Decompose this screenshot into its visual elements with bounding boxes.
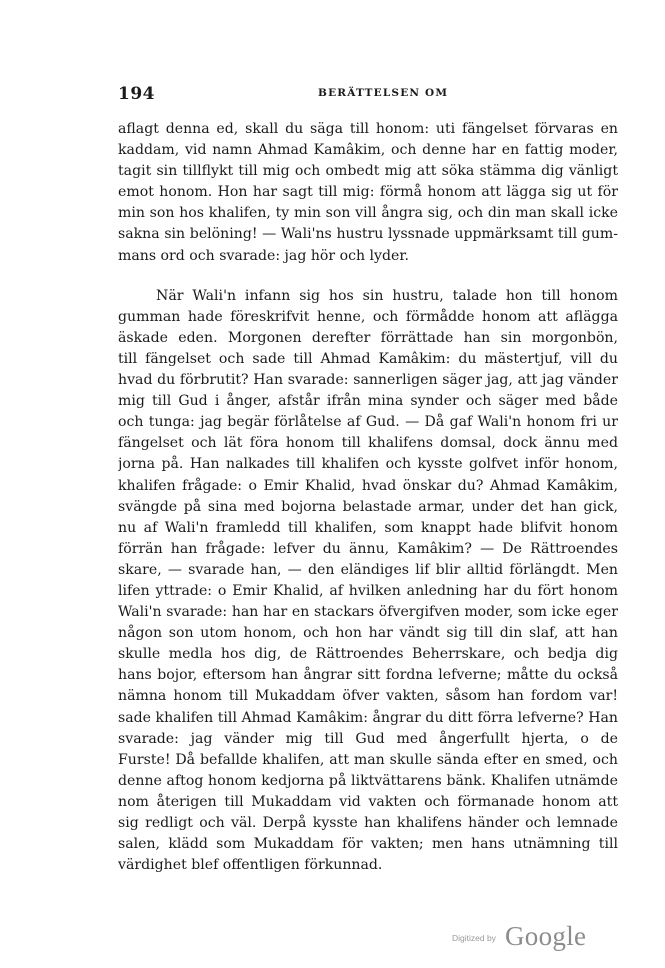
text-line: svarade: jag vänder mig till Gud med ångerfullt hjerta, o de — [118, 730, 618, 747]
digitized-by-label: Digitized by — [452, 933, 496, 943]
paragraph-gap — [118, 267, 618, 286]
text-line: salen, klädd som Mukaddam för vakten; men hans utnämning till — [118, 836, 618, 853]
text-line: skulle medla hos dig, de Rättroendes Beherrskare, och bedja dig — [118, 646, 618, 663]
text-line: fängelset och lät föra honom till khalifens domsal, dock ännu med — [118, 435, 618, 452]
text-line: emot honom. Hon har sagt till mig: förmå honom att lägga sig ut för — [118, 184, 618, 201]
text-line: Furste! Då befallde khalifen, att man skulle sända efter en smed, och — [118, 751, 618, 768]
text-line: hans bojor, eftersom han ångrar sitt fordna lefverne; måtte du också — [118, 667, 618, 684]
text-line: lifen yttrade: o Emir Khalid, af hvilken anledning har du fört honom — [118, 582, 618, 599]
text-line: till fängelset och sade till Ahmad Kamâkim: du mästertjuf, vill du — [118, 350, 618, 367]
text-line: min son hos khalifen, ty min son vill ångra sig, och din man skall icke — [118, 205, 618, 222]
text-line: äskade eden. Morgonen derefter förrättade han sin morgonbön, — [118, 329, 618, 346]
text-line: khalifen frågade: o Emir Khalid, hvad önskar du? Ahmad Kamâkim, — [118, 477, 618, 494]
text-line: nu af Wali'n framledd till khalifen, som knappt hade blifvit honom — [118, 519, 618, 536]
page-number: 194 — [118, 84, 155, 104]
text-line: värdighet blef offentligen förkunnad. — [118, 857, 383, 874]
text-line: jorna på. Han nalkades till khalifen och kysste golfvet inför honom, — [118, 456, 618, 473]
text-line: svängde på sina med bojorna belastade armar, under det han gick, — [118, 498, 618, 515]
text-line: Wali'n svarade: han har en stackars öfvergifven moder, som icke eger — [118, 604, 618, 621]
page-header — [118, 84, 588, 104]
text-line: förrän han frågade: lefver du ännu, Kamâkim? — De Rättroendes — [118, 540, 618, 557]
text-line: skare, — svarade han, — den eländiges lif blir alltid förlängdt. Men — [118, 561, 618, 578]
text-line: nom återigen till Mukaddam vid vakten och förmanade honom att — [118, 793, 618, 810]
digitization-watermark — [452, 921, 602, 955]
google-logo: Google — [505, 921, 587, 951]
text-line: mans ord och svarade: jag hör och lyder. — [118, 247, 410, 264]
text-line: hvad du förbrutit? Han svarade: sannerligen säger jag, att jag vänder — [118, 372, 618, 389]
text-line: sig redligt och väl. Derpå kysste han khalifens händer och lemnade — [118, 815, 618, 831]
text-line: aflagt denna ed, skall du säga till honom: uti fängelset förvaras en — [118, 121, 618, 137]
text-line: kaddam, vid namn Ahmad Kamâkim, och denne har en fattig moder, — [118, 142, 618, 159]
text-line: denne aftog honom kedjorna på liktvättarens bänk. Khalifen utnämde — [118, 772, 618, 789]
body-text — [118, 119, 618, 876]
text-line: sade khalifen till Ahmad Kamâkim: ångrar du ditt förra lefverne? Han — [118, 709, 618, 726]
text-line: gumman hade föreskrifvit henne, och förmådde honom att aflägga — [118, 308, 618, 325]
running-title: BERÄTTELSEN OM — [318, 87, 449, 99]
text-line: sakna sin belöning! — Wali'ns hustru lyssnade uppmärksamt till gum- — [118, 226, 618, 243]
text-line: nämna honom till Mukaddam öfver vakten, såsom han fordom var! — [118, 688, 618, 705]
text-line: någon son utom honom, och hon har vändt sig till din slaf, att han — [118, 625, 618, 642]
text-line: När Wali'n infann sig hos sin hustru, talade hon till honom — [156, 287, 618, 304]
text-line: mig till Gud i ånger, afstår ifrån mina synder och säger med både — [118, 393, 618, 410]
text-line: tagit sin tillflykt till mig och ombedt mig att söka stämma dig vänligt — [118, 163, 618, 180]
text-line: och tunga: jag begär förlåtelse af Gud. — Då gaf Wali'n honom fri ur — [118, 414, 618, 431]
